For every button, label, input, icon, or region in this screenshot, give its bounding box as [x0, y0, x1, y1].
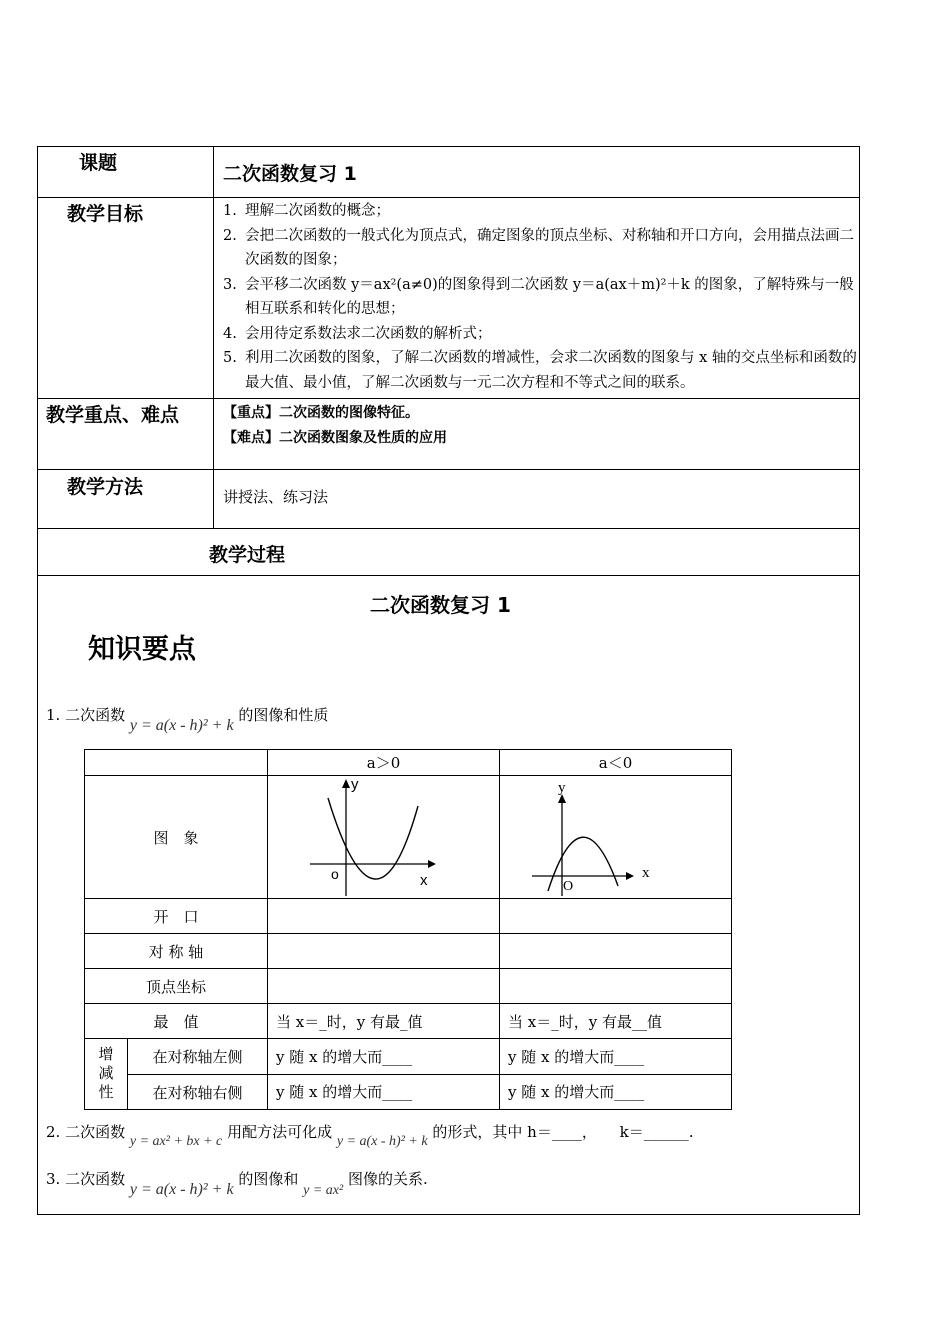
row-label-extreme: 最 值: [85, 1004, 268, 1039]
keypoints-label: 教学重点、难点: [46, 404, 180, 426]
cell-axis-positive: [268, 934, 500, 969]
y-axis-arrow: [342, 779, 350, 788]
q3-suffix: 图像的关系.: [348, 1170, 428, 1188]
y-label: y: [351, 776, 359, 793]
cell-opening-positive: [268, 899, 500, 934]
cell-extreme-negative: 当 x＝_时，y 有最__值: [500, 1004, 732, 1039]
row-label-left: 在对称轴左侧: [128, 1039, 267, 1075]
row-label-right: 在对称轴右侧: [152, 1083, 243, 1102]
goal-item: [215, 273, 857, 322]
q3-line: [46, 1168, 428, 1198]
topic-label: 课题: [79, 152, 118, 174]
goal-number: 3.: [223, 276, 237, 293]
monotonic-group: [85, 1039, 268, 1110]
col-header-a-positive: a＞0: [268, 750, 500, 776]
topic-value: 二次函数复习 1: [223, 163, 357, 185]
goal-item: [215, 346, 857, 395]
goal-number: 1.: [223, 203, 237, 219]
origin-label: O: [563, 879, 574, 894]
section-title: 知识要点: [88, 634, 196, 665]
graph-a-negative: [500, 776, 732, 899]
parabola-down-graph: [500, 776, 731, 898]
q3-formula-basic: y = ax²: [303, 1183, 344, 1198]
q1-formula: y = a(x - h)² + k: [129, 717, 234, 734]
q1-prefix: 1. 二次函数: [46, 706, 126, 724]
q2-suffix: 的形式，其中: [432, 1123, 523, 1141]
goal-item: [215, 322, 857, 347]
cell-right-negative: y 随 x 的增大而____: [500, 1074, 732, 1110]
parabola-up-graph: [268, 776, 499, 898]
goal-text: 会平移二次函数 y＝ax²(a≠0)的图象得到二次函数 y＝a(ax＋m)²＋k 的图象，了解特殊与一般相互联系和转化的思想；: [245, 276, 854, 317]
y-label: y: [558, 780, 566, 796]
cell-opening-negative: [500, 899, 732, 934]
cell-left-negative: y 随 x 的增大而____: [500, 1039, 732, 1075]
row-label-axis: 对 称 轴: [85, 934, 268, 969]
method-value: 讲授法、练习法: [223, 488, 329, 506]
corner-cell: [85, 750, 268, 776]
origin-label: o: [331, 866, 339, 882]
goal-item: [215, 199, 857, 224]
cell-right-positive: y 随 x 的增大而____: [268, 1074, 500, 1110]
q2-formula-general: y = ax² + bx + c: [129, 1134, 223, 1149]
q2-k-blank: k＝______.: [619, 1123, 694, 1141]
row-label-monotonic: 增减性: [85, 1039, 128, 1109]
x-label: x: [642, 865, 650, 881]
col-divider: [213, 146, 214, 529]
goals-list: [215, 199, 857, 395]
goal-number: 5.: [223, 350, 237, 366]
row-divider: [37, 398, 860, 399]
process-label: 教学过程: [209, 544, 286, 566]
row-label-graph: 图 象: [85, 776, 268, 899]
x-axis-arrow: [428, 860, 436, 868]
goal-text: 理解二次函数的概念；: [245, 203, 390, 219]
q2-formula-vertex: y = a(x - h)² + k: [336, 1134, 428, 1149]
cell-left-positive: y 随 x 的增大而____: [268, 1039, 500, 1075]
goal-item: [215, 224, 857, 273]
q3-mid: 的图像和: [238, 1170, 299, 1188]
goal-number: 2.: [223, 227, 237, 244]
graph-a-positive: [268, 776, 500, 899]
cell-vertex-negative: [500, 969, 732, 1004]
row-divider: [37, 575, 860, 576]
col-header-a-negative: a＜0: [500, 750, 732, 776]
q2-prefix: 2. 二次函数: [46, 1123, 126, 1141]
cell-axis-negative: [500, 934, 732, 969]
goal-number: 4.: [223, 325, 237, 342]
q2-mid: 用配方法可化成: [227, 1123, 333, 1141]
difficult-point: 【难点】二次函数图象及性质的应用: [223, 430, 447, 446]
method-label: 教学方法: [67, 476, 144, 498]
row-divider: [37, 528, 860, 529]
goals-label: 教学目标: [67, 203, 144, 225]
q3-prefix: 3. 二次函数: [46, 1170, 126, 1188]
goal-text: 会把二次函数的一般式化为顶点式，确定图象的顶点坐标、对称轴和开口方向，会用描点法画二次函数的图象；: [245, 227, 854, 268]
q1-line: [46, 704, 329, 734]
q1-suffix: 的图像和性质: [238, 706, 329, 724]
x-label: x: [420, 872, 428, 889]
goal-text: 会用待定系数法求二次函数的解析式；: [245, 325, 492, 342]
key-point: 【重点】二次函数的图像特征。: [223, 405, 419, 421]
cell-extreme-positive: 当 x＝_时，y 有最_值: [268, 1004, 500, 1039]
x-axis-arrow: [626, 872, 634, 880]
main-title: 二次函数复习 1: [370, 593, 511, 617]
q2-line: [46, 1121, 694, 1149]
parabola-curve: [328, 798, 418, 879]
row-divider: [37, 197, 860, 198]
q2-h-blank: h＝____，: [527, 1123, 597, 1141]
row-label-opening: 开 口: [85, 899, 268, 934]
properties-table: [84, 749, 732, 1110]
goal-text: 利用二次函数的图象，了解二次函数的增减性，会求二次函数的图象与 x 轴的交点坐标和函数的最大值、最小值，了解二次函数与一元二次方程和不等式之间的联系。: [245, 350, 857, 391]
cell-vertex-positive: [268, 969, 500, 1004]
q3-formula-vertex: y = a(x - h)² + k: [129, 1181, 234, 1198]
row-divider: [37, 469, 860, 470]
parabola-curve: [548, 837, 618, 891]
row-label-vertex: 顶点坐标: [85, 969, 268, 1004]
